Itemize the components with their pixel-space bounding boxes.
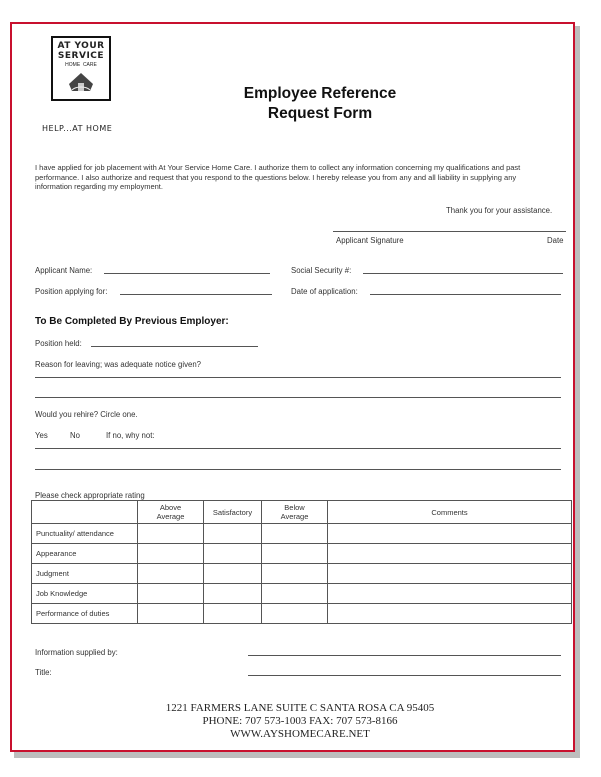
supplied-by-label: Information supplied by: (35, 648, 118, 657)
logo-tagline: HELP...AT HOME (42, 124, 113, 133)
comments-cell[interactable] (328, 544, 572, 564)
signature-line[interactable] (333, 231, 566, 232)
below-average-header: Below Average (262, 501, 328, 524)
satisfactory-cell[interactable] (204, 604, 262, 624)
rating-header-row (32, 501, 572, 524)
rating-row-label: Performance of duties (32, 604, 138, 624)
below-average-cell[interactable] (262, 564, 328, 584)
title-label: Title: (35, 668, 52, 677)
rating-row-label: Job Knowledge (32, 584, 138, 604)
reason-leaving-line-1[interactable] (35, 377, 561, 378)
reason-leaving-line-2[interactable] (35, 397, 561, 398)
logo-text-line1: AT YOUR (57, 41, 105, 51)
thanks-text: Thank you for your assistance. (446, 206, 553, 215)
rating-table (31, 500, 572, 624)
ssn-label: Social Security #: (291, 266, 352, 275)
above-average-cell[interactable] (138, 584, 204, 604)
position-held-label: Position held: (35, 339, 82, 348)
table-row (32, 564, 572, 584)
below-average-cell[interactable] (262, 604, 328, 624)
above-average-cell[interactable] (138, 564, 204, 584)
logo-text-line2: SERVICE (57, 51, 105, 61)
logo-text-line3: HOME CARE (65, 62, 97, 68)
satisfactory-cell[interactable] (204, 564, 262, 584)
satisfactory-cell[interactable] (204, 584, 262, 604)
employer-section-title: To Be Completed By Previous Employer: (35, 316, 229, 327)
why-not-label: If no, why not: (106, 431, 155, 440)
rating-caption: Please check appropriate rating (35, 491, 145, 500)
table-row (32, 524, 572, 544)
applicant-name-label: Applicant Name: (35, 266, 93, 275)
rating-row-label: Judgment (32, 564, 138, 584)
criteria-header-cell (32, 501, 138, 524)
title-field[interactable] (248, 675, 561, 676)
comments-cell[interactable] (328, 584, 572, 604)
position-applying-field[interactable] (120, 294, 272, 295)
signature-label: Applicant Signature (336, 236, 404, 245)
footer-contact (90, 702, 510, 741)
footer-address: 1221 FARMERS LANE SUITE C SANTA ROSA CA 95405 (165, 702, 435, 714)
application-date-label: Date of application: (291, 287, 358, 296)
rehire-no-option[interactable]: No (70, 431, 80, 440)
ssn-field[interactable] (363, 273, 563, 274)
intro-paragraph: I have applied for job placement with At Your Service Home Care. I authorize them to collect any information concerning my qualifications and past performance. I also authorize and request that you respond to the questions below. I hereby release you from any and all liability in supplying any information regarding my employment. (35, 163, 521, 191)
house-icon (66, 70, 96, 94)
position-held-field[interactable] (91, 346, 258, 347)
signature-date-label: Date (547, 236, 564, 245)
company-logo (51, 36, 111, 101)
above-average-cell[interactable] (138, 544, 204, 564)
satisfactory-cell[interactable] (204, 524, 262, 544)
footer-website[interactable]: WWW.AYSHOMECARE.NET (230, 728, 370, 740)
why-not-line-2[interactable] (35, 469, 561, 470)
above-average-header: Above Average (138, 501, 204, 524)
satisfactory-cell[interactable] (204, 544, 262, 564)
table-row (32, 584, 572, 604)
table-row (32, 544, 572, 564)
table-row (32, 604, 572, 624)
reason-leaving-label: Reason for leaving; was adequate notice given? (35, 360, 202, 369)
satisfactory-header: Satisfactory (204, 501, 262, 524)
applicant-name-field[interactable] (104, 273, 270, 274)
footer-phone: PHONE: 707 573-1003 FAX: 707 573-8166 (202, 715, 398, 727)
above-average-cell[interactable] (138, 604, 204, 624)
below-average-cell[interactable] (262, 524, 328, 544)
comments-cell[interactable] (328, 564, 572, 584)
comments-header: Comments (328, 501, 572, 524)
rating-row-label: Punctuality/ attendance (32, 524, 138, 544)
why-not-line-1[interactable] (35, 448, 561, 449)
comments-cell[interactable] (328, 524, 572, 544)
rehire-yes-option[interactable]: Yes (35, 431, 48, 440)
rating-row-label: Appearance (32, 544, 138, 564)
below-average-cell[interactable] (262, 544, 328, 564)
form-title: Employee Reference Request Form (243, 85, 397, 122)
position-applying-label: Position applying for: (35, 287, 108, 296)
application-date-field[interactable] (370, 294, 561, 295)
below-average-cell[interactable] (262, 584, 328, 604)
comments-cell[interactable] (328, 604, 572, 624)
supplied-by-field[interactable] (248, 655, 561, 656)
above-average-cell[interactable] (138, 524, 204, 544)
rehire-label: Would you rehire? Circle one. (35, 410, 138, 419)
